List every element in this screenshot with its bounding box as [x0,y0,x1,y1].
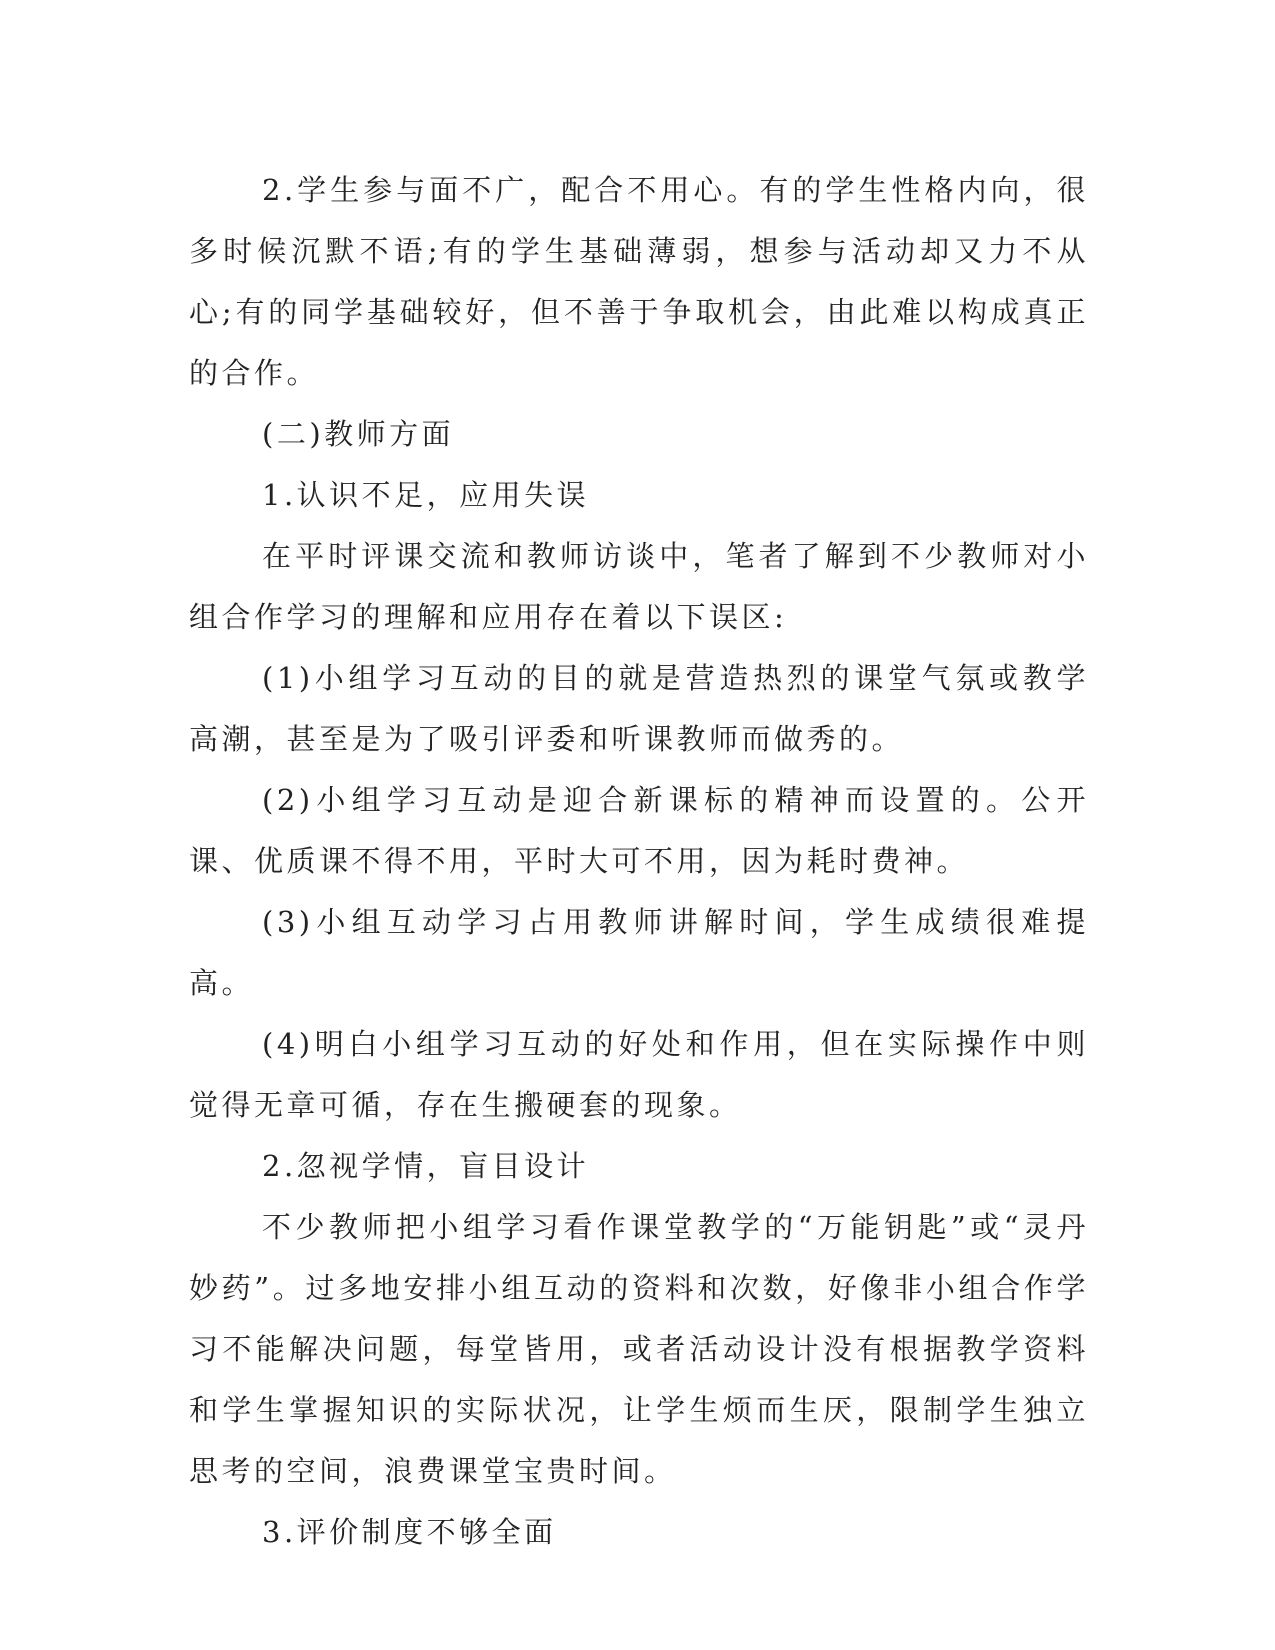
list-item-misconception-2: (2)小组学习互动是迎合新课标的精神而设置的。公开课、优质课不得不用，平时大可不用，因为耗时费神。 [189,783,1089,878]
paragraph-student-participation: 2.学生参与面不广，配合不用心。有的学生性格内向，很多时候沉默不语;有的学生基础薄弱，想参与活动却又力不从心;有的同学基础较好，但不善于争取机会，由此难以构成真正的合作。 [189,173,1089,390]
list-item-misconception-1: (1)小组学习互动的目的就是营造热烈的课堂气氛或教学高潮，甚至是为了吸引评委和听课教师而做秀的。 [189,661,1089,756]
subheading-evaluation-system: 3.评价制度不够全面 [262,1515,557,1549]
paragraph-misconceptions-intro: 在平时评课交流和教师访谈中，笔者了解到不少教师对小组合作学习的理解和应用存在着以下误区: [189,539,1089,634]
list-item-misconception-3: (3)小组互动学习占用教师讲解时间，学生成绩很难提高。 [189,905,1089,1000]
paragraph-overuse-group-learning: 不少教师把小组学习看作课堂教学的“万能钥匙”或“灵丹妙药”。过多地安排小组互动的资料和次数，好像非小组合作学习不能解决问题，每堂皆用，或者活动设计没有根据教学资料和学生掌握知识的实际状况，让学生烦而生厌，限制学生独立思考的空间，浪费课堂宝贵时间。 [189,1210,1089,1488]
list-item-misconception-4: (4)明白小组学习互动的好处和作用，但在实际操作中则觉得无章可循，存在生搬硬套的现象。 [189,1027,1089,1122]
section-heading-teacher: (二)教师方面 [262,417,455,451]
subheading-ignoring-learning: 2.忽视学情，盲目设计 [262,1149,590,1183]
subheading-insufficient-understanding: 1.认识不足，应用失误 [262,478,590,512]
document-body [189,160,1089,1563]
